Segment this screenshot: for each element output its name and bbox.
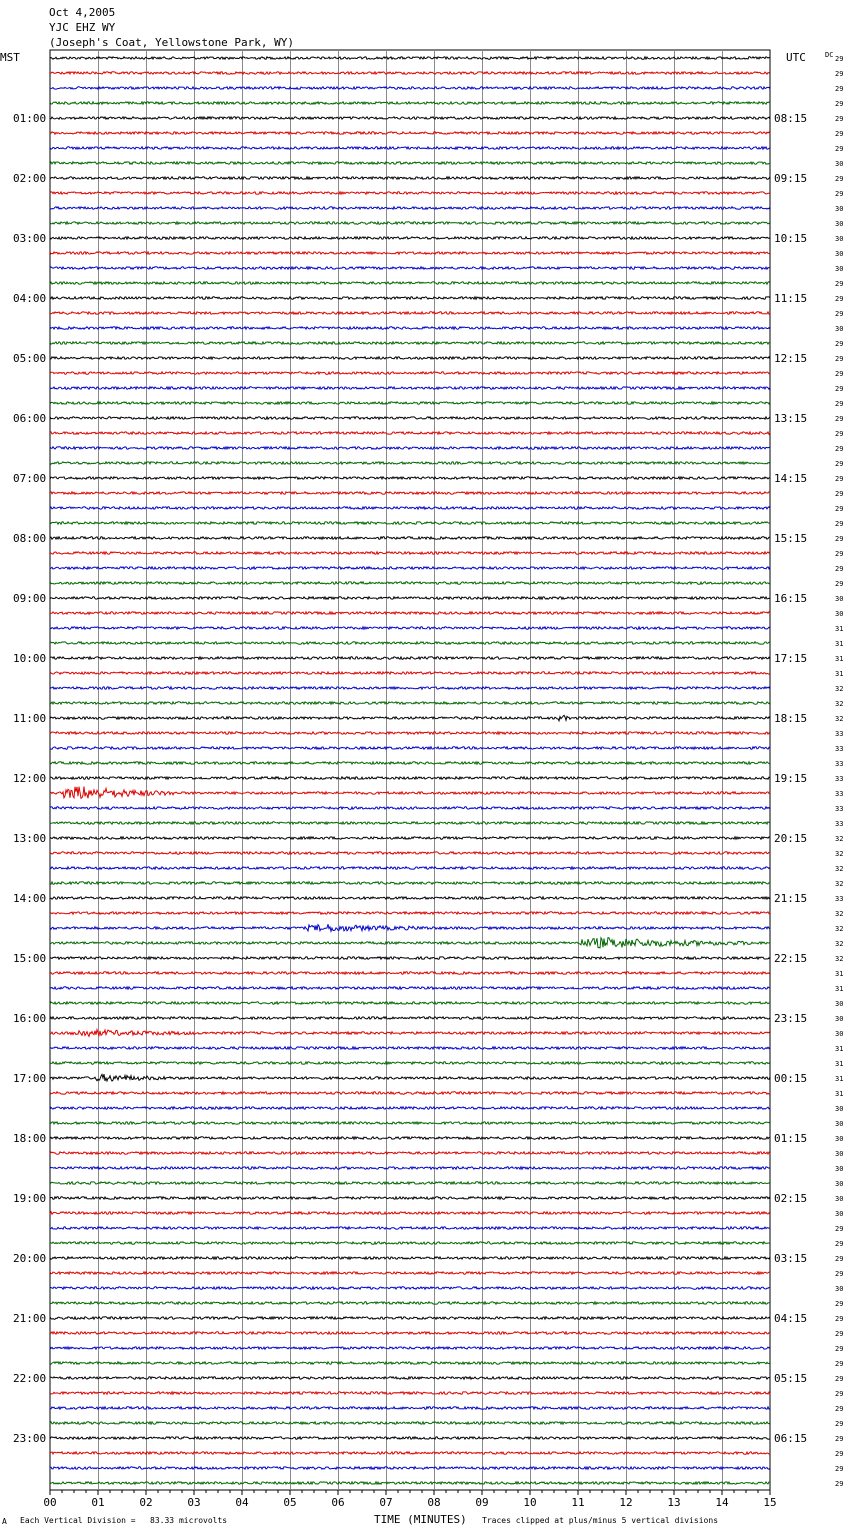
utc-hour-label: 10:15 xyxy=(774,232,808,245)
trace-row-29 xyxy=(50,492,770,494)
trace-row-89 xyxy=(50,1392,770,1394)
mst-hour-label: 16:00 xyxy=(13,1012,47,1025)
x-tick-label: 13 xyxy=(667,1496,681,1509)
dc-offset-label: 31 xyxy=(835,655,844,663)
utc-hour-label: 01:15 xyxy=(774,1132,808,1145)
dc-offset-label: 32 xyxy=(835,700,844,708)
dc-offset-label: 29 xyxy=(835,100,844,108)
trace-row-39 xyxy=(50,642,770,644)
dc-offset-label: 29 xyxy=(835,85,844,93)
trace-row-77 xyxy=(50,1212,770,1214)
dc-offset-label: 29 xyxy=(835,1435,844,1443)
trace-row-84 xyxy=(50,1317,770,1319)
trace-row-43 xyxy=(50,702,770,704)
utc-hour-label: 23:15 xyxy=(774,1012,808,1025)
dc-offset-label: 29 xyxy=(835,70,844,78)
trace-row-66 xyxy=(50,1047,770,1049)
dc-offset-label: 29 xyxy=(835,415,844,423)
dc-offset-label: 29 xyxy=(835,1300,844,1308)
mst-hour-label: 23:00 xyxy=(13,1432,47,1445)
mst-hour-label: 10:00 xyxy=(13,652,47,665)
trace-row-9 xyxy=(50,192,770,194)
trace-row-88 xyxy=(50,1377,770,1379)
utc-hour-label: 05:15 xyxy=(774,1372,808,1385)
trace-row-69 xyxy=(50,1092,770,1094)
dc-offset-label: 32 xyxy=(835,850,844,858)
utc-hour-label: 11:15 xyxy=(774,292,808,305)
dc-offset-label: 29 xyxy=(835,175,844,183)
dc-offset-label: 30 xyxy=(835,160,844,168)
dc-offset-label: 29 xyxy=(835,550,844,558)
trace-row-65 xyxy=(50,1030,770,1037)
mst-hour-label: 01:00 xyxy=(13,112,47,125)
dc-offset-label: 32 xyxy=(835,940,844,948)
dc-offset-label: 32 xyxy=(835,910,844,918)
mst-hour-label: 15:00 xyxy=(13,952,47,965)
mst-hour-label: 22:00 xyxy=(13,1372,47,1385)
dc-offset-label: 29 xyxy=(835,490,844,498)
x-tick-label: 08 xyxy=(427,1496,441,1509)
footer-clip-text: Traces clipped at plus/minus 5 vertical divisions xyxy=(482,1516,719,1525)
trace-row-48 xyxy=(50,777,770,779)
utc-hour-label: 00:15 xyxy=(774,1072,808,1085)
dc-offset-label: 29 xyxy=(835,430,844,438)
trace-row-23 xyxy=(50,402,770,404)
x-tick-label: 11 xyxy=(571,1496,585,1509)
dc-offset-label: 33 xyxy=(835,895,844,903)
trace-row-0 xyxy=(50,57,770,59)
header-location: (Joseph's Coat, Yellowstone Park, WY) xyxy=(49,36,295,49)
trace-row-37 xyxy=(50,612,770,614)
dc-offset-label: 32 xyxy=(835,925,844,933)
trace-row-56 xyxy=(50,897,770,899)
dc-offset-label: 30 xyxy=(835,1015,844,1023)
trace-row-52 xyxy=(50,837,770,839)
trace-row-81 xyxy=(50,1272,770,1274)
dc-offset-label: 29 xyxy=(835,505,844,513)
trace-row-8 xyxy=(50,177,770,179)
trace-row-70 xyxy=(50,1107,770,1109)
trace-row-12 xyxy=(50,237,770,239)
trace-row-94 xyxy=(50,1467,770,1469)
utc-hour-label: 04:15 xyxy=(774,1312,808,1325)
trace-row-60 xyxy=(50,957,770,959)
trace-row-53 xyxy=(50,852,770,854)
left-zone-label: MST xyxy=(0,51,20,64)
dc-offset-label: 29 xyxy=(835,1225,844,1233)
dc-offset-label: 29 xyxy=(835,1465,844,1473)
dc-label: DC xyxy=(825,51,834,59)
trace-row-93 xyxy=(50,1452,770,1454)
dc-offset-label: 32 xyxy=(835,865,844,873)
mst-hour-label: 04:00 xyxy=(13,292,47,305)
dc-offset-label: 32 xyxy=(835,715,844,723)
trace-row-24 xyxy=(50,417,770,419)
trace-row-90 xyxy=(50,1407,770,1409)
dc-offset-label: 33 xyxy=(835,775,844,783)
trace-row-41 xyxy=(50,672,770,674)
mst-hour-label: 17:00 xyxy=(13,1072,47,1085)
dc-offset-label: 29 xyxy=(835,355,844,363)
trace-row-46 xyxy=(50,747,770,749)
dc-offset-label: 29 xyxy=(835,1330,844,1338)
trace-row-20 xyxy=(50,357,770,359)
trace-row-91 xyxy=(50,1422,770,1424)
trace-row-95 xyxy=(50,1482,770,1484)
utc-hour-label: 20:15 xyxy=(774,832,808,845)
dc-offset-label: 30 xyxy=(835,1165,844,1173)
x-tick-label: 06 xyxy=(331,1496,345,1509)
trace-row-34 xyxy=(50,567,770,569)
dc-offset-label: 29 xyxy=(835,1255,844,1263)
dc-offset-label: 33 xyxy=(835,820,844,828)
trace-row-36 xyxy=(50,597,770,599)
trace-row-83 xyxy=(50,1302,770,1304)
dc-offset-label: 30 xyxy=(835,1180,844,1188)
dc-offset-label: 32 xyxy=(835,835,844,843)
dc-offset-label: 31 xyxy=(835,1075,844,1083)
mst-hour-label: 18:00 xyxy=(13,1132,47,1145)
trace-row-1 xyxy=(50,72,770,74)
seismic-traces xyxy=(50,57,770,1484)
trace-row-11 xyxy=(50,222,770,224)
trace-row-79 xyxy=(50,1242,770,1244)
dc-offset-label: 33 xyxy=(835,745,844,753)
trace-row-72 xyxy=(50,1137,770,1139)
utc-hour-label: 08:15 xyxy=(774,112,808,125)
dc-offset-label: 30 xyxy=(835,1105,844,1113)
trace-row-47 xyxy=(50,762,770,764)
trace-row-26 xyxy=(50,447,770,449)
mst-hour-label: 03:00 xyxy=(13,232,47,245)
trace-row-49 xyxy=(50,787,770,799)
dc-offset-label: 30 xyxy=(835,1210,844,1218)
dc-offset-label: 31 xyxy=(835,640,844,648)
trace-row-5 xyxy=(50,132,770,134)
dc-offset-label: 29 xyxy=(835,1420,844,1428)
trace-row-25 xyxy=(50,432,770,434)
trace-row-3 xyxy=(50,102,770,104)
trace-row-54 xyxy=(50,867,770,869)
mst-hour-label: 19:00 xyxy=(13,1192,47,1205)
trace-row-33 xyxy=(50,552,770,554)
trace-row-82 xyxy=(50,1287,770,1289)
trace-row-59 xyxy=(50,938,770,948)
trace-row-18 xyxy=(50,327,770,329)
dc-offset-label: 30 xyxy=(835,610,844,618)
trace-row-75 xyxy=(50,1182,770,1184)
dc-offset-label: 29 xyxy=(835,1450,844,1458)
trace-row-61 xyxy=(50,972,770,974)
trace-row-14 xyxy=(50,267,770,269)
dc-offset-label: 31 xyxy=(835,1060,844,1068)
dc-offset-label: 29 xyxy=(835,1405,844,1413)
dc-offset-label: 31 xyxy=(835,670,844,678)
dc-offset-label: 29 xyxy=(835,115,844,123)
dc-offset-label: 29 xyxy=(835,55,844,63)
utc-hour-label: 13:15 xyxy=(774,412,808,425)
dc-offset-label: 29 xyxy=(835,1315,844,1323)
trace-row-42 xyxy=(50,687,770,689)
dc-offset-label: 29 xyxy=(835,310,844,318)
dc-offset-label: 29 xyxy=(835,295,844,303)
x-tick-label: 10 xyxy=(523,1496,537,1509)
trace-row-4 xyxy=(50,117,770,119)
x-tick-label: 03 xyxy=(187,1496,201,1509)
trace-row-15 xyxy=(50,282,770,284)
trace-row-38 xyxy=(50,627,770,629)
trace-row-71 xyxy=(50,1122,770,1124)
trace-row-22 xyxy=(50,387,770,389)
dc-offset-label: 32 xyxy=(835,685,844,693)
utc-hour-label: 15:15 xyxy=(774,532,808,545)
dc-offset-label: 29 xyxy=(835,475,844,483)
trace-row-50 xyxy=(50,807,770,809)
dc-offset-label: 30 xyxy=(835,1150,844,1158)
utc-hour-label: 06:15 xyxy=(774,1432,808,1445)
trace-row-85 xyxy=(50,1332,770,1334)
mst-hour-label: 06:00 xyxy=(13,412,47,425)
x-tick-label: 15 xyxy=(763,1496,777,1509)
trace-row-80 xyxy=(50,1257,770,1259)
x-tick-label: 14 xyxy=(715,1496,729,1509)
dc-offset-label: 29 xyxy=(835,1390,844,1398)
mst-hour-label: 11:00 xyxy=(13,712,47,725)
dc-offset-label: 30 xyxy=(835,325,844,333)
trace-row-7 xyxy=(50,162,770,164)
trace-row-57 xyxy=(50,912,770,914)
header-date: Oct 4,2005 xyxy=(49,6,116,19)
mst-hour-label: 12:00 xyxy=(13,772,47,785)
header-station: YJC EHZ WY xyxy=(49,21,116,34)
trace-row-68 xyxy=(50,1074,770,1081)
dc-offset-label: 33 xyxy=(835,805,844,813)
mst-hour-label: 05:00 xyxy=(13,352,47,365)
utc-hour-label: 14:15 xyxy=(774,472,808,485)
dc-offset-label: 29 xyxy=(835,535,844,543)
trace-row-62 xyxy=(50,987,770,989)
trace-row-63 xyxy=(50,1002,770,1004)
trace-row-21 xyxy=(50,372,770,374)
dc-offset-label: 29 xyxy=(835,1360,844,1368)
trace-row-30 xyxy=(50,507,770,509)
dc-offset-label: 30 xyxy=(835,1135,844,1143)
x-tick-label: 12 xyxy=(619,1496,633,1509)
trace-row-55 xyxy=(50,882,770,884)
right-zone-label: UTC xyxy=(786,51,806,64)
dc-offset-label: 29 xyxy=(835,445,844,453)
dc-offset-label: 31 xyxy=(835,625,844,633)
dc-offset-label: 32 xyxy=(835,955,844,963)
dc-offset-label: 29 xyxy=(835,400,844,408)
mst-hour-label: 13:00 xyxy=(13,832,47,845)
trace-row-10 xyxy=(50,207,770,209)
trace-row-16 xyxy=(50,297,770,299)
mst-hour-label: 09:00 xyxy=(13,592,47,605)
dc-offset-label: 31 xyxy=(835,985,844,993)
mst-hour-label: 20:00 xyxy=(13,1252,47,1265)
dc-offset-label: 29 xyxy=(835,130,844,138)
utc-hour-label: 22:15 xyxy=(774,952,808,965)
trace-row-32 xyxy=(50,537,770,539)
trace-row-13 xyxy=(50,252,770,254)
utc-hour-label: 03:15 xyxy=(774,1252,808,1265)
dc-offset-label: 30 xyxy=(835,250,844,258)
dc-offset-label: 29 xyxy=(835,565,844,573)
mst-hour-label: 02:00 xyxy=(13,172,47,185)
mst-hour-label: 14:00 xyxy=(13,892,47,905)
x-tick-label: 04 xyxy=(235,1496,249,1509)
utc-hour-label: 18:15 xyxy=(774,712,808,725)
x-tick-label: 05 xyxy=(283,1496,297,1509)
dc-offset-label: 29 xyxy=(835,520,844,528)
trace-row-74 xyxy=(50,1167,770,1169)
trace-row-51 xyxy=(50,822,770,824)
dc-offset-label: 29 xyxy=(835,460,844,468)
dc-offset-label: 30 xyxy=(835,265,844,273)
dc-offset-label: 29 xyxy=(835,145,844,153)
trace-row-67 xyxy=(50,1062,770,1064)
dc-offset-label: 29 xyxy=(835,190,844,198)
dc-offset-label: 29 xyxy=(835,280,844,288)
dc-offset-label: 29 xyxy=(835,385,844,393)
dc-offset-label: 30 xyxy=(835,1285,844,1293)
trace-row-31 xyxy=(50,522,770,524)
trace-row-86 xyxy=(50,1347,770,1349)
x-tick-label: 00 xyxy=(43,1496,57,1509)
dc-offset-label: 29 xyxy=(835,1270,844,1278)
dc-offset-label: 31 xyxy=(835,1045,844,1053)
trace-row-28 xyxy=(50,477,770,479)
trace-row-6 xyxy=(50,147,770,149)
x-tick-label: 09 xyxy=(475,1496,489,1509)
dc-offset-label: 29 xyxy=(835,1345,844,1353)
x-tick-label: 02 xyxy=(139,1496,153,1509)
utc-hour-label: 12:15 xyxy=(774,352,808,365)
trace-row-73 xyxy=(50,1152,770,1154)
dc-offset-label: 33 xyxy=(835,790,844,798)
footer-scale-text: Each Vertical Division = 83.33 microvolts xyxy=(20,1516,228,1525)
mst-hour-label: 08:00 xyxy=(13,532,47,545)
dc-offset-label: 29 xyxy=(835,1240,844,1248)
trace-row-2 xyxy=(50,87,770,89)
dc-offset-label: 30 xyxy=(835,235,844,243)
x-axis-title: TIME (MINUTES) xyxy=(374,1513,467,1526)
trace-row-27 xyxy=(50,462,770,464)
trace-row-19 xyxy=(50,342,770,344)
dc-offset-label: 29 xyxy=(835,340,844,348)
dc-offset-label: 29 xyxy=(835,1480,844,1488)
trace-row-45 xyxy=(50,732,770,734)
trace-row-78 xyxy=(50,1227,770,1229)
dc-offset-label: 33 xyxy=(835,730,844,738)
trace-row-35 xyxy=(50,582,770,584)
trace-row-17 xyxy=(50,312,770,314)
dc-offset-label: 29 xyxy=(835,370,844,378)
x-tick-label: 01 xyxy=(91,1496,105,1509)
utc-hour-label: 02:15 xyxy=(774,1192,808,1205)
dc-offset-label: 30 xyxy=(835,1030,844,1038)
dc-offset-label: 31 xyxy=(835,1090,844,1098)
trace-row-64 xyxy=(50,1017,770,1019)
dc-offset-label: 30 xyxy=(835,595,844,603)
trace-row-40 xyxy=(50,657,770,659)
trace-row-44 xyxy=(50,715,770,721)
trace-row-92 xyxy=(50,1437,770,1439)
trace-row-87 xyxy=(50,1362,770,1364)
trace-row-58 xyxy=(50,924,770,931)
dc-offset-label: 30 xyxy=(835,1195,844,1203)
utc-hour-label: 16:15 xyxy=(774,592,808,605)
footer-mark: A xyxy=(2,1517,7,1526)
utc-hour-label: 21:15 xyxy=(774,892,808,905)
dc-offset-label: 31 xyxy=(835,970,844,978)
utc-hour-label: 19:15 xyxy=(774,772,808,785)
mst-hour-label: 07:00 xyxy=(13,472,47,485)
dc-offset-label: 29 xyxy=(835,1375,844,1383)
x-axis xyxy=(43,1490,776,1509)
utc-hour-label: 09:15 xyxy=(774,172,808,185)
mst-hour-label: 21:00 xyxy=(13,1312,47,1325)
dc-offset-label: 32 xyxy=(835,880,844,888)
utc-hour-label: 17:15 xyxy=(774,652,808,665)
dc-offset-label: 30 xyxy=(835,205,844,213)
dc-offset-label: 29 xyxy=(835,580,844,588)
dc-offset-label: 30 xyxy=(835,1120,844,1128)
trace-row-76 xyxy=(50,1197,770,1199)
x-tick-label: 07 xyxy=(379,1496,393,1509)
dc-offset-label: 30 xyxy=(835,220,844,228)
dc-offset-label: 30 xyxy=(835,1000,844,1008)
dc-offset-label: 33 xyxy=(835,760,844,768)
